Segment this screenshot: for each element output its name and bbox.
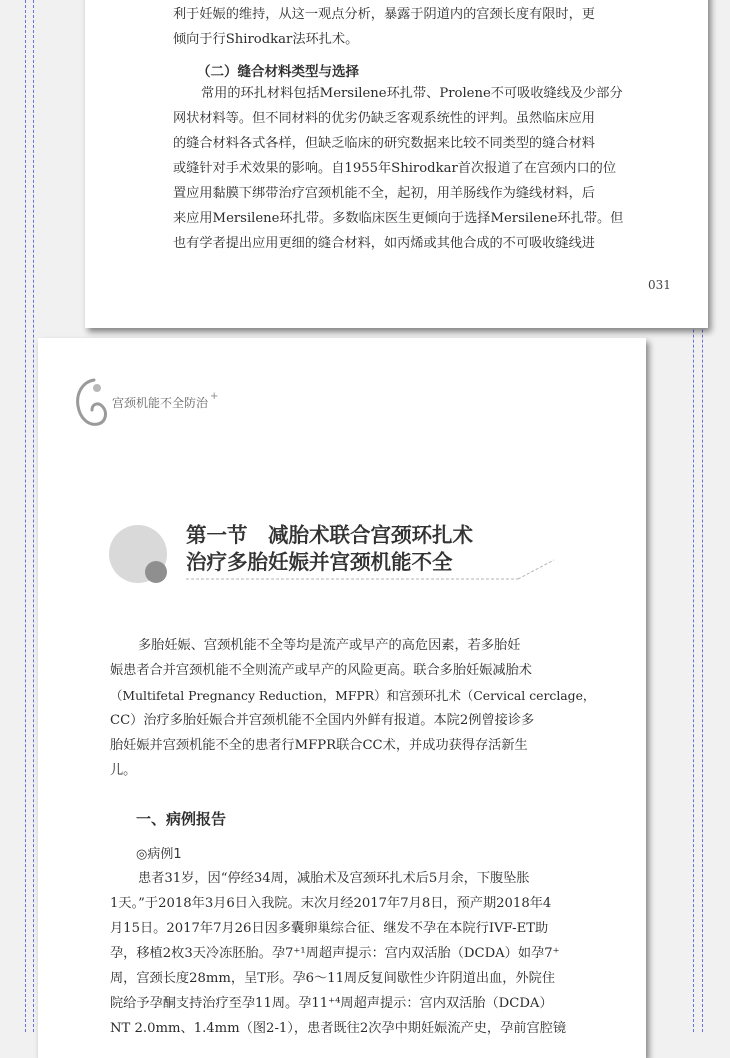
decor-circle-small <box>145 561 167 583</box>
guide-line-left-inner <box>33 0 34 1032</box>
text-line: 孕，移植2枚3天冷冻胚胎。孕7⁺¹周超声提示：宫内双活胎（DCDA）如孕7⁺ <box>110 946 560 961</box>
text-line: 利于妊娠的维持，从这一观点分析，暴露于阴道内的宫颈长度有限时，更 <box>173 7 595 22</box>
text-line: 常用的环扎材料包括Mersilene环扎带、Prolene不可吸收缝线及少部分 <box>201 86 623 101</box>
text-line: NT 2.0mm、1.4mm（图2-1），患者既往2次孕中期妊娠流产史，孕前宫腔镜 <box>110 1021 567 1036</box>
book-page-top <box>85 0 708 328</box>
text-line: 也有学者提出应用更细的缝合材料，如丙烯或其他合成的不可吸收缝线进 <box>173 236 595 251</box>
text-line: 患者31岁，因“停经34周，减胎术及宫颈环扎术后5月余，下腹坠胀 <box>138 871 530 886</box>
text-line: 的缝合材料各式各样，但缺乏临床的研究数据来比较不同类型的缝合材料 <box>173 136 595 151</box>
text-line: 周，宫颈长度28mm，呈T形。孕6～11周反复间歇性少许阴道出血，外院住 <box>110 971 556 986</box>
text-line: 来应用Mersilene环扎带。多数临床医生更倾向于选择Mersilene环扎带。但 <box>173 211 624 226</box>
case-paragraph <box>110 866 580 1041</box>
text-line: （Multifetal Pregnancy Reduction，MFPR）和宫颈环扎术（Cervical cerclage， <box>110 688 596 703</box>
text-line: 或缝针对手术效果的影响。自1955年Shirodkar首次报道了在宫颈内口的位 <box>173 161 617 176</box>
text-line: 1天。”于2018年3月6日入我院。末次月经2017年7月8日，预产期2018年4 <box>110 896 552 911</box>
section-title <box>186 522 473 576</box>
book-page-bottom <box>38 338 646 1058</box>
text-line: 院给予孕酮支持治疗至孕11周。孕11⁺⁴周超声提示：宫内双活胎（DCDA） <box>110 996 553 1011</box>
text-line: CC）治疗多胎妊娠合并宫颈机能不全国内外鲜有报道。本院2例曾接诊多 <box>110 713 535 728</box>
text-line: 儿。 <box>110 763 137 778</box>
page-number: 031 <box>648 278 671 292</box>
running-head-plus: + <box>210 390 219 402</box>
case-label: ◎病例1 <box>136 847 182 862</box>
section-title-line: 第一节 减胎术联合宫颈环扎术 <box>186 523 473 547</box>
text-line: 多胎妊娠、宫颈机能不全等均是流产或早产的高危因素，若多胎妊 <box>138 638 521 653</box>
text-line: 网状材料等。但不同材料的优劣仍缺乏客观系统性的评判。虽然临床应用 <box>173 111 595 126</box>
paragraph-continued <box>173 2 623 52</box>
paragraph-materials <box>173 81 623 256</box>
section-decoration <box>38 338 646 618</box>
heading-case-report: 一、病例报告 <box>136 810 227 828</box>
intro-paragraph <box>110 633 596 783</box>
running-head-title: 宫颈机能不全防治 <box>112 395 209 410</box>
text-line: 月15日。2017年7月26日因多囊卵巢综合征、继发不孕在本院行IVF-ET助 <box>110 921 549 936</box>
text-line: 置应用黏膜下绑带治疗宫颈机能不全，起初，用羊肠线作为缝线材料，后 <box>173 186 595 201</box>
guide-line-left-outer <box>25 0 26 1032</box>
section-title-line: 治疗多胎妊娠并宫颈机能不全 <box>186 550 453 574</box>
subheading: （二）缝合材料类型与选择 <box>197 64 359 80</box>
decor-dashed-line-end <box>518 560 554 579</box>
text-line: 娠患者合并宫颈机能不全则流产或早产的风险更高。联合多胎妊娠减胎术 <box>110 663 532 678</box>
text-line: 胎妊娠并宫颈机能不全的患者行MFPR联合CC术，并成功获得存活新生 <box>110 738 528 753</box>
text-line: 倾向于行Shirodkar法环扎术。 <box>173 32 359 47</box>
